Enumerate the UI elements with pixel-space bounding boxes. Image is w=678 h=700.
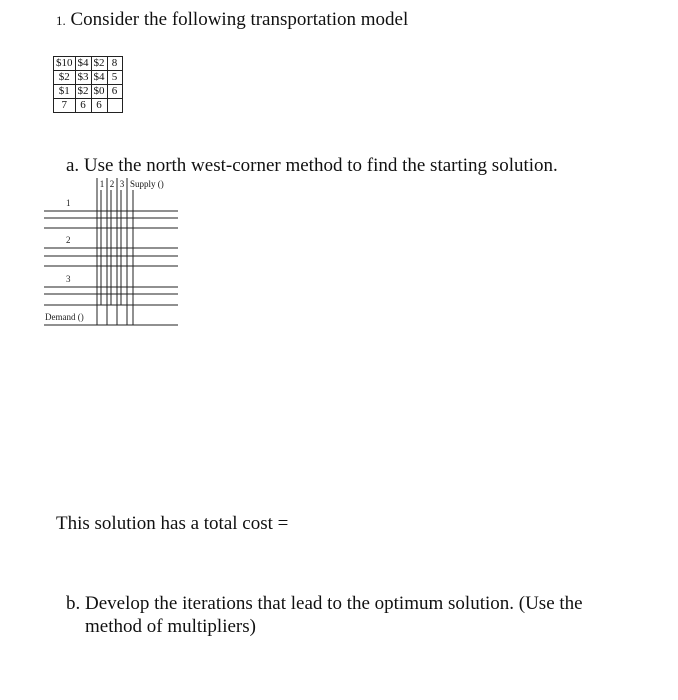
- supply-cell: 8: [107, 57, 122, 71]
- grid-col-label: 3: [119, 179, 125, 189]
- transportation-model-table: [53, 56, 123, 113]
- question-text: Consider the following transportation model: [70, 9, 409, 30]
- model-row: [54, 57, 123, 71]
- supply-cell: 5: [107, 71, 122, 85]
- part-b-line-2: method of multipliers): [85, 616, 256, 637]
- cost-cell: $0: [91, 85, 107, 99]
- grid-demand-label: Demand (): [45, 312, 84, 322]
- grid-column-header: [97, 179, 164, 189]
- question-number: 1.: [56, 13, 66, 28]
- grid-row-label: 2: [66, 235, 71, 245]
- cost-cell: $4: [75, 57, 91, 71]
- grid-row-label: 1: [66, 198, 71, 208]
- empty-corner-cell: [107, 99, 122, 113]
- cost-cell: $2: [75, 85, 91, 99]
- part-b-instruction: [66, 592, 626, 638]
- part-a-instruction: a. Use the north west-corner method to find the starting solution.: [66, 155, 558, 176]
- total-cost-label: This solution has a total cost =: [56, 513, 289, 534]
- model-row: [54, 85, 123, 99]
- cost-cell: $2: [54, 71, 76, 85]
- part-b-line-1: b. Develop the iterations that lead to the optimum solution. (Use the: [66, 593, 583, 614]
- solution-grid: [44, 178, 180, 328]
- question-title: [56, 9, 408, 31]
- supply-cell: 6: [107, 85, 122, 99]
- demand-cell: 7: [54, 99, 76, 113]
- demand-row: [54, 99, 123, 113]
- grid-row-label: 3: [66, 274, 71, 284]
- grid-col-label: 2: [109, 179, 115, 189]
- cost-cell: $2: [91, 57, 107, 71]
- model-row: [54, 71, 123, 85]
- grid-supply-label: Supply (): [130, 179, 164, 189]
- cost-cell: $3: [75, 71, 91, 85]
- demand-cell: 6: [91, 99, 107, 113]
- demand-cell: 6: [75, 99, 91, 113]
- cost-cell: $4: [91, 71, 107, 85]
- cost-cell: $1: [54, 85, 76, 99]
- cost-cell: $10: [54, 57, 76, 71]
- grid-col-label: 1: [99, 179, 105, 189]
